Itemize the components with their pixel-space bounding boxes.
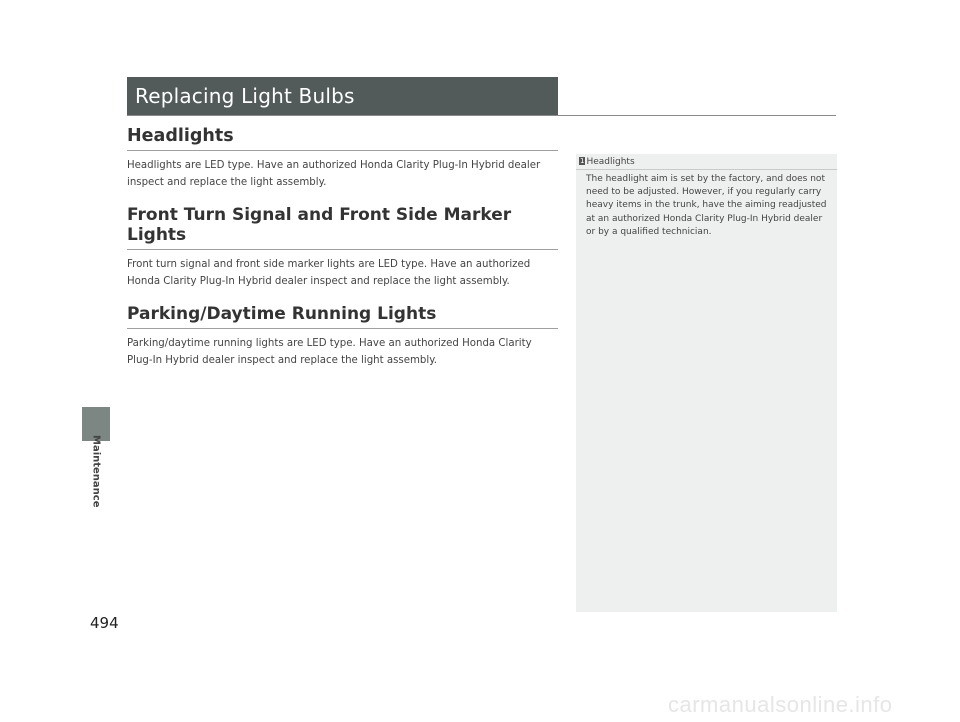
note-divider (576, 169, 837, 170)
section-heading: Headlights (127, 126, 234, 146)
section-headlights (127, 126, 558, 191)
note-ref-number: 1 (580, 157, 585, 165)
main-content (127, 126, 558, 383)
chapter-title-bar (127, 77, 558, 115)
watermark: carmanualsonline.info (668, 692, 893, 717)
section-front-turn-signal (127, 205, 558, 290)
section-heading: Front Turn Signal and Front Side Marker Lights (127, 205, 512, 245)
section-heading: Parking/Daytime Running Lights (127, 304, 437, 324)
section-divider (127, 150, 558, 151)
section-body: Parking/daytime running lights are LED type. Have an authorized Honda Clarity Plug-In Hybrid dealer inspect and replace the light assembly. (127, 338, 532, 366)
section-divider (127, 328, 558, 329)
side-tab-label: Maintenance (90, 435, 102, 508)
title-divider (127, 115, 836, 116)
note-heading-text: Headlights (586, 157, 635, 167)
section-parking-daytime (127, 304, 558, 369)
chapter-title: Replacing Light Bulbs (135, 84, 355, 108)
section-body: Headlights are LED type. Have an authorized Honda Clarity Plug-In Hybrid dealer inspect and replace the light assembly. (127, 160, 541, 188)
note-heading (579, 157, 635, 167)
page-number: 494 (90, 614, 119, 632)
section-body: Front turn signal and front side marker lights are LED type. Have an authorized Honda Clarity Plug-In Hybrid dealer inspect and replace the light assembly. (127, 259, 531, 287)
side-note-box (576, 154, 837, 612)
section-divider (127, 249, 558, 250)
note-text: The headlight aim is set by the factory, and does not need to be adjusted. However, if you regularly carry heavy items in the trunk, have the aiming readjusted at an authorized Honda Clarity Plug-In Hybrid dealer or by a qualified technician. (586, 174, 827, 237)
